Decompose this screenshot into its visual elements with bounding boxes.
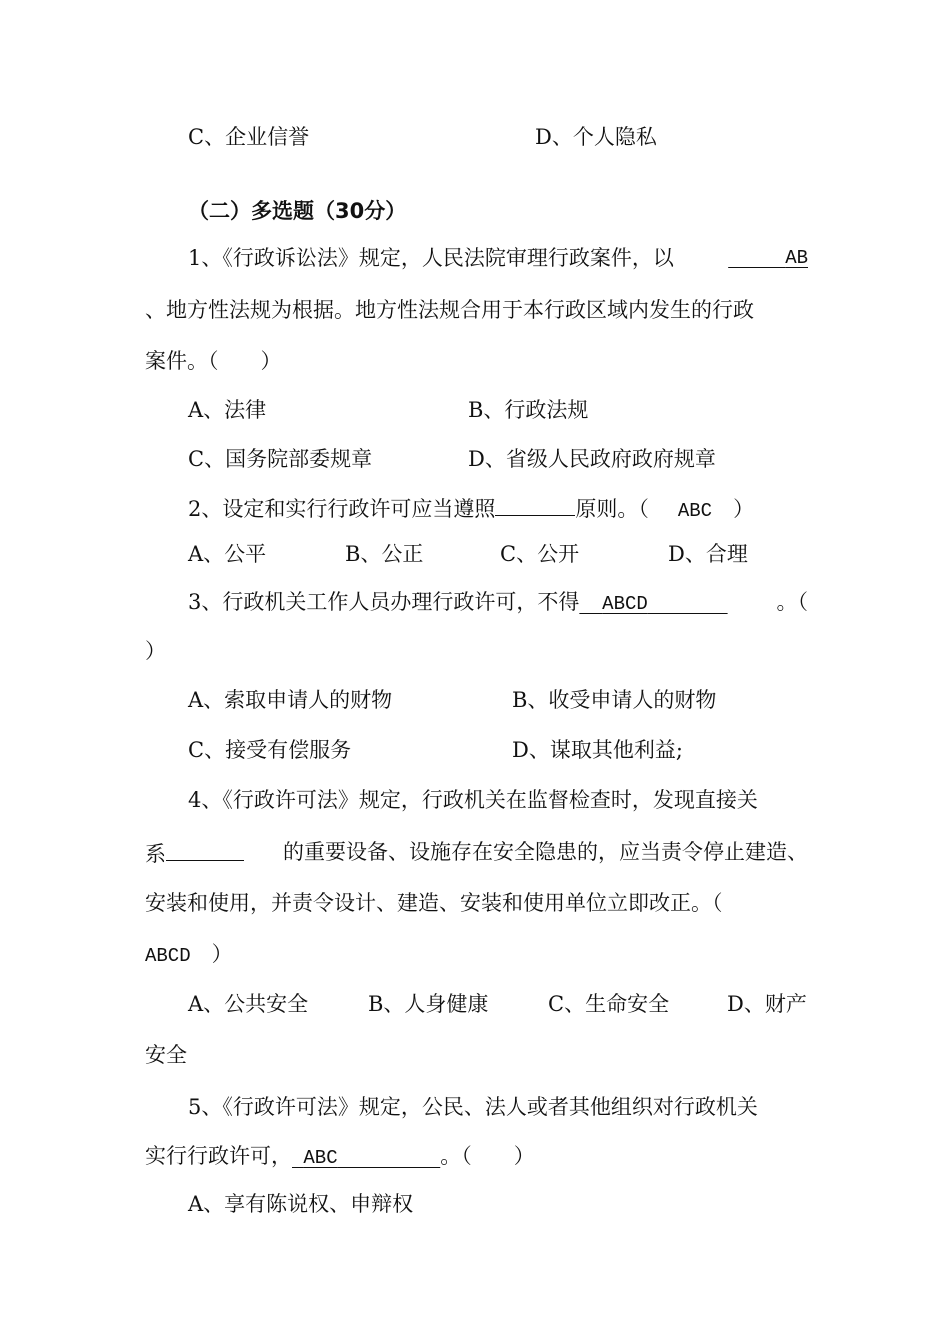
q4-line1: 4、《行政许可法》规定，行政机关在监督检查时，发现直接关 xyxy=(188,788,758,812)
q2-blank xyxy=(495,493,575,516)
q2-close: ） xyxy=(712,497,755,521)
q3-text-group xyxy=(188,588,728,618)
q4-option-c: C、生命安全 xyxy=(548,992,670,1016)
q2-option-a: A、公平 xyxy=(188,542,267,566)
section-title: （二）多选题（30分） xyxy=(188,199,407,223)
q4-line2-group xyxy=(145,838,244,868)
q4-answer-line xyxy=(145,940,233,970)
q1-option-d: D、省级人民政府政府规章 xyxy=(468,447,716,471)
q1-line1 xyxy=(188,244,808,272)
prev-option-d: D、个人隐私 xyxy=(535,125,657,149)
q3-answer-value: ABCD xyxy=(602,593,648,615)
q1-option-c: C、国务院部委规章 xyxy=(188,447,373,471)
q5-text-post: 。（ ） xyxy=(440,1144,535,1168)
q3-text: 3、行政机关工作人员办理行政许可，不得 xyxy=(188,590,580,614)
q1-line3: 案件。（ ） xyxy=(145,349,282,373)
q4-close: ） xyxy=(190,942,233,966)
q2-option-b: B、公正 xyxy=(345,542,424,566)
q4-text-post: 的重要设备、设施存在安全隐患的，应当责令停止建造、 xyxy=(283,840,808,864)
q1-option-a: A、法律 xyxy=(188,398,267,422)
q2-option-c: C、公开 xyxy=(500,542,580,566)
q3-answer xyxy=(579,593,727,615)
q4-option-b: B、人身健康 xyxy=(368,992,489,1016)
q4-text-pre: 系 xyxy=(145,842,166,866)
q3-line1 xyxy=(188,588,808,618)
q5-text-pre: 实行行政许可， xyxy=(145,1144,292,1168)
q5-line2 xyxy=(145,1142,535,1172)
q5-option-a: A、享有陈说权、申辩权 xyxy=(188,1192,414,1216)
q1-text: 1、《行政诉讼法》规定，人民法院审理行政案件，以 xyxy=(188,246,674,270)
q2-line1 xyxy=(188,493,754,525)
q5-line1: 5、《行政许可法》规定，公民、法人或者其他组织对行政机关 xyxy=(188,1095,758,1119)
q4-line2 xyxy=(145,838,808,868)
q4-line3: 安装和使用，并责令设计、建造、安装和使用单位立即改正。（ xyxy=(145,891,723,915)
q4-answer: ABCD xyxy=(145,945,191,967)
prev-option-c: C、企业信誉 xyxy=(188,125,310,149)
q3-option-c: C、接受有偿服务 xyxy=(188,738,352,762)
q1-answer xyxy=(728,244,808,272)
q4-option-d: D、财产 xyxy=(727,992,807,1016)
q5-answer-value: ABC xyxy=(303,1147,338,1169)
q2-option-d: D、合理 xyxy=(668,542,748,566)
q4-blank xyxy=(166,838,244,861)
q1-answer-value: AB xyxy=(785,247,808,269)
q3-text-post: 。（ xyxy=(776,590,808,614)
q3-option-b: B、收受申请人的财物 xyxy=(512,688,717,712)
q3-option-d: D、谋取其他利益; xyxy=(512,738,683,762)
q3-line2: ） xyxy=(145,639,166,663)
q5-answer xyxy=(292,1147,440,1169)
q2-text-post: 原则。（ xyxy=(575,497,670,521)
q2-answer: ABC xyxy=(677,500,713,522)
q3-option-a: A、索取申请人的财物 xyxy=(188,688,393,712)
q1-line2: 、地方性法规为根据。地方性法规合用于本行政区域内发生的行政 xyxy=(145,298,754,322)
q2-text: 2、设定和实行行政许可应当遵照 xyxy=(188,497,496,521)
q1-option-b: B、行政法规 xyxy=(468,398,589,422)
q4-option-d-continued: 安全 xyxy=(145,1043,187,1067)
q4-option-a: A、公共安全 xyxy=(188,992,309,1016)
